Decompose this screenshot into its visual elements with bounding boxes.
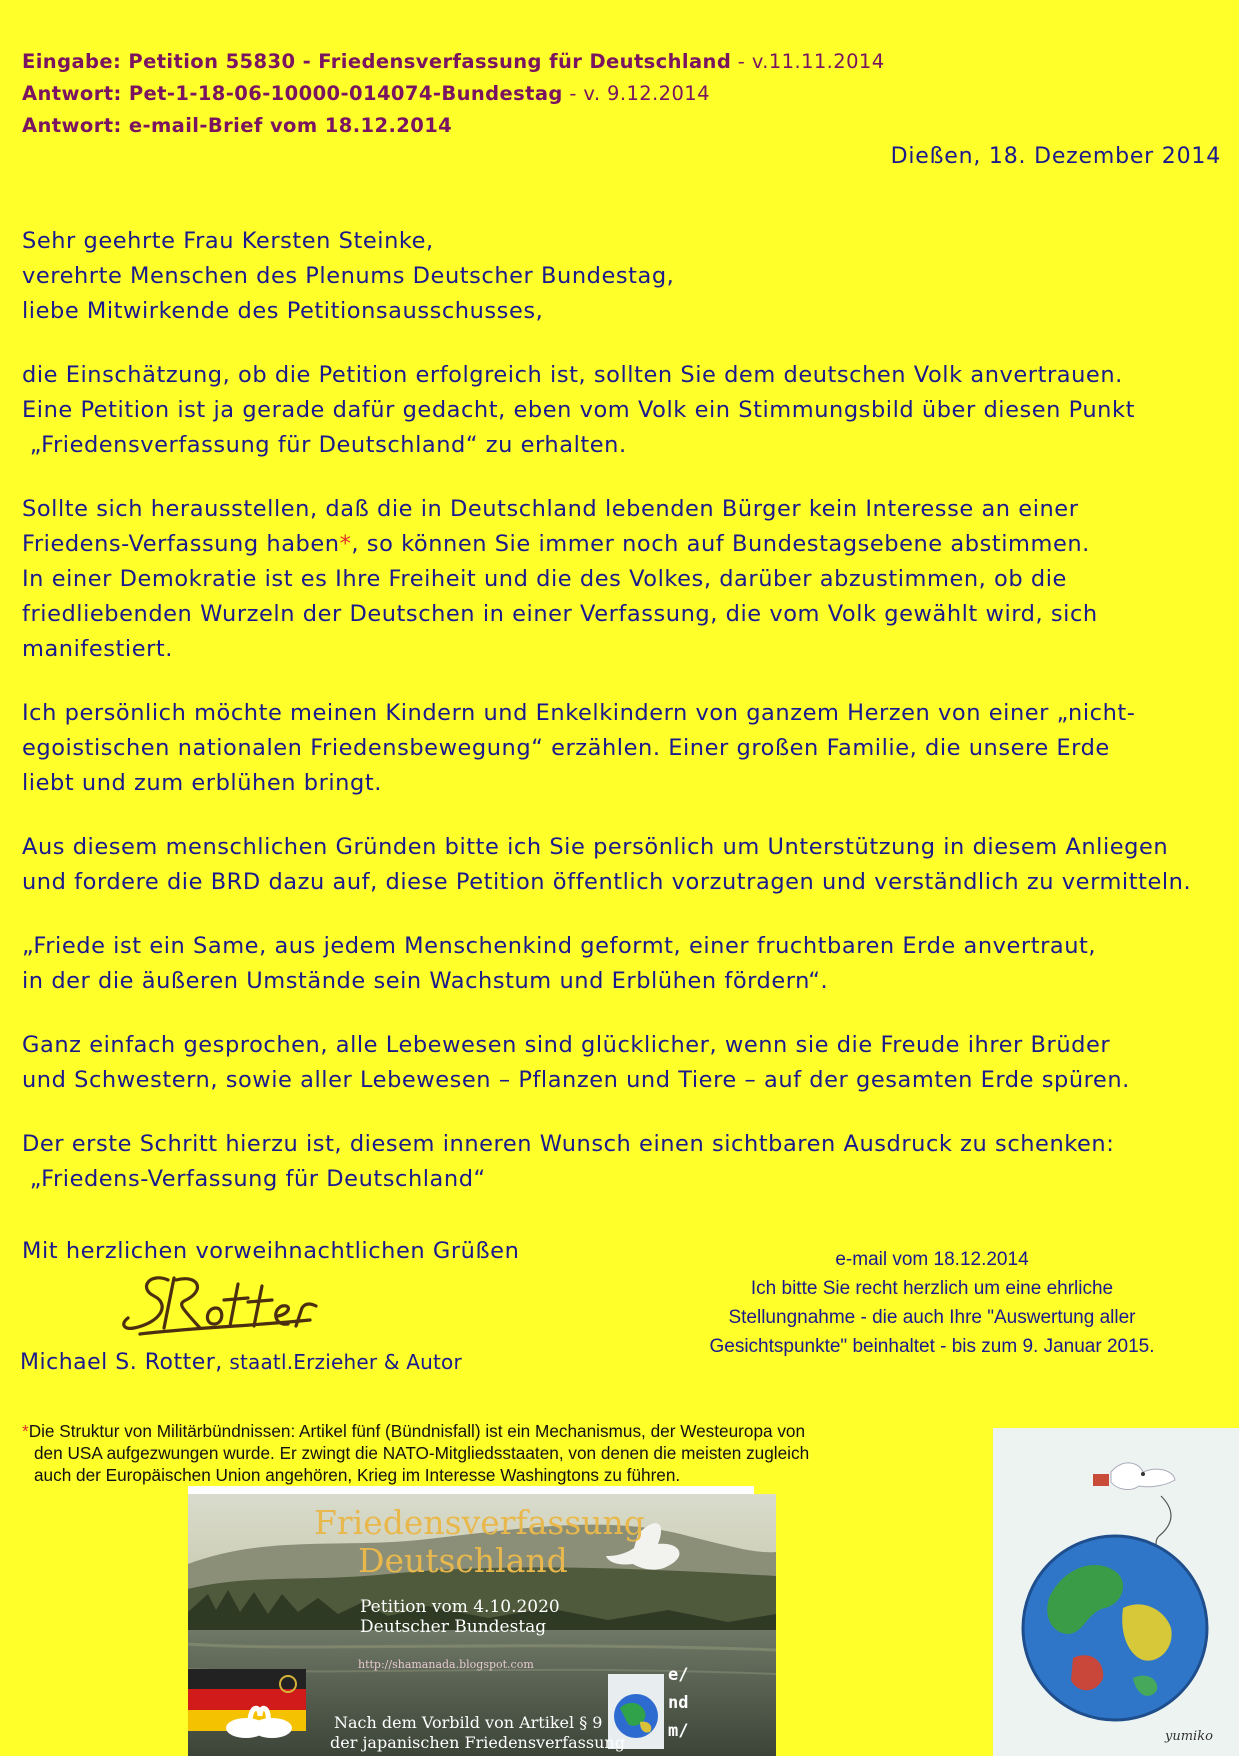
email-note: e-mail vom 18.12.2014 Ich bitte Sie recht herzlich um eine ehrliche Stellungnahme - die auch Ihre "Auswertung aller Gesichtspunkte" beinhaltet - bis zum 9. Januar 2015.	[709, 1249, 1155, 1357]
salutation: Sehr geehrte Frau Kersten Steinke, verehrte Menschen des Plenums Deutscher Bundestag, liebe Mitwirkende des Petitionsausschusses,	[22, 228, 675, 324]
closing-greeting: Mit herzlichen vorweihnachtlichen Grüßen	[22, 1238, 520, 1264]
footnote-marker: *	[339, 531, 352, 557]
banner-title-line-2: Deutschland	[358, 1541, 568, 1580]
footnote: *Die Struktur von Militärbündnissen: Artikel fünf (Bündnisfall) ist ein Mechanismus, der Westeuropa von den USA aufgezwungen wurde. Er zwingt die NATO-Mitgliedsstaaten, von denen die meisten zugleich auch der Europäischen Union angehören, Krieg im Interesse Washingtons zu führen.	[22, 1421, 810, 1485]
paragraph-2: Sollte sich herausstellen, daß die in Deutschland lebenden Bürger kein Interesse an einer Friedens-Verfassung haben*, so können Sie immer noch auf Bundestagsebene abstimmen. In einer Demokratie ist es Ihre Freiheit und die des Volkes, darüber abzustimmen, ob die friedliebenden Wurzeln der Deutschen in einer Verfassung, die vom Volk gewählt wird, sich manifestiert.	[22, 496, 1098, 662]
reference-header	[22, 46, 885, 142]
quote-paragraph: „Friede ist ein Same, aus jedem Menschenkind geformt, einer fruchtbaren Erde anvertraut, in der die äußeren Umstände sein Wachstum und Erblühen fördern“.	[22, 933, 1097, 994]
paragraph-7: Der erste Schritt hierzu ist, diesem inneren Wunsch einen sichtbaren Ausdruck zu schenken: „Friedens-Verfassung für Deutschland“	[22, 1131, 1115, 1192]
banner-side-text-1: e/	[668, 1665, 689, 1685]
globe-artwork	[993, 1428, 1239, 1756]
banner-side-text-2: nd	[668, 1693, 689, 1713]
banner-article-line-2: der japanischen Friedensverfassung	[330, 1733, 625, 1752]
handwritten-signature	[120, 1270, 320, 1340]
petition-banner-image	[188, 1494, 776, 1756]
paragraph-3: Ich persönlich möchte meinen Kindern und Enkelkindern von ganzem Herzen von einer „nicht- egoistischen nationalen Friedensbewegung“ erzählen. Einer großen Familie, die unsere Erde liebt und zum erblühen bringt.	[22, 700, 1136, 796]
artist-signature: yumiko	[1165, 1729, 1213, 1744]
banner-illustration	[188, 1494, 776, 1756]
banner-article-line-1: Nach dem Vorbild von Artikel § 9	[334, 1713, 603, 1732]
reference-line-antwort-1: Antwort: Pet-1-18-06-10000-014074-Bundestag - v. 9.12.2014	[22, 82, 710, 105]
letter-body	[22, 224, 1237, 1226]
reference-line-antwort-2: Antwort: e-mail-Brief vom 18.12.2014	[22, 114, 453, 137]
banner-title-line-1: Friedensverfassung	[314, 1503, 645, 1542]
banner-url: http://shamanada.blogspot.com	[358, 1658, 534, 1671]
reference-line-eingabe: Eingabe: Petition 55830 - Friedensverfassung für Deutschland - v.11.11.2014	[22, 50, 885, 73]
paragraph-4: Aus diesem menschlichen Gründen bitte ich Sie persönlich um Unterstützung in diesem Anliegen und fordere die BRD dazu auf, diese Petition öffentlich vorzutragen und verständlich zu vermitteln.	[22, 834, 1192, 895]
globe-dove-illustration	[993, 1428, 1239, 1756]
banner-petition-date: Petition vom 4.10.2020	[360, 1597, 560, 1617]
letter-date: Dießen, 18. Dezember 2014	[890, 144, 1221, 169]
banner-bundestag: Deutscher Bundestag	[360, 1617, 547, 1637]
footnote-star: *	[22, 1421, 29, 1441]
signer: Michael S. Rotter, staatl.Erzieher & Autor	[20, 1350, 462, 1375]
banner-side-text-3: m/	[668, 1721, 689, 1741]
paragraph-6: Ganz einfach gesprochen, alle Lebewesen sind glücklicher, wenn sie die Freude ihrer Brüder und Schwestern, sowie aller Lebewesen – Pflanzen und Tiere – auf der gesamten Erde spüren.	[22, 1032, 1130, 1093]
paragraph-1: die Einschätzung, ob die Petition erfolgreich ist, sollten Sie dem deutschen Volk anvertrauen. Eine Petition ist ja gerade dafür gedacht, eben vom Volk ein Stimmungsbild über diesen Punkt „Friedensverfassung für Deutschland“ zu erhalten.	[22, 362, 1135, 458]
